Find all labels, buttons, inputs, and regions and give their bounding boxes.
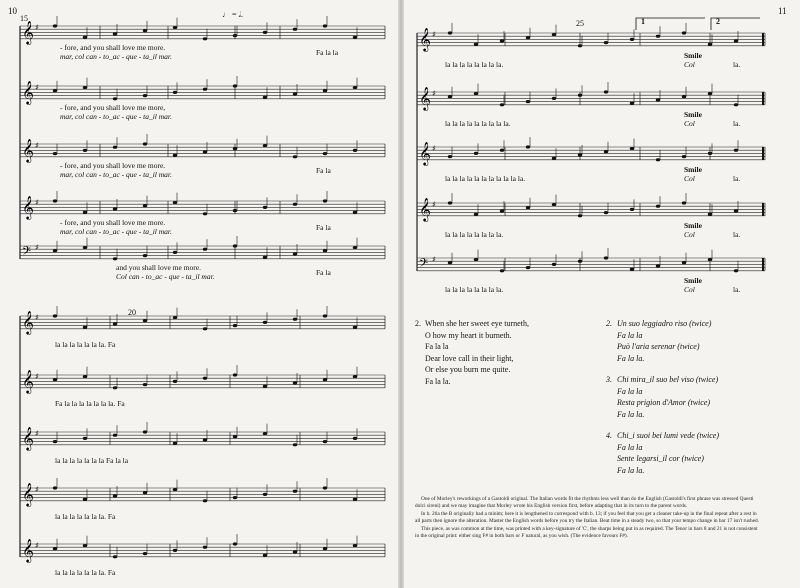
note-head <box>448 155 452 158</box>
key-signature-sharp: ♯ <box>35 23 39 32</box>
note-head <box>173 201 177 204</box>
note-head <box>323 378 327 381</box>
note-head <box>233 435 237 438</box>
note-head <box>203 327 207 330</box>
note-head <box>353 211 357 214</box>
note-head <box>552 97 556 100</box>
note-head <box>293 550 297 553</box>
note-head <box>233 496 237 499</box>
verse2-line: Fa la la. <box>425 376 451 386</box>
treble-clef: 𝄞 <box>22 369 34 393</box>
lyric-line: la la la la la la la la. <box>445 60 504 69</box>
note-head <box>604 211 608 214</box>
note-head <box>323 440 327 443</box>
note-head <box>173 91 177 94</box>
note-head <box>53 249 57 252</box>
note-head <box>173 442 177 445</box>
note-head <box>293 443 297 446</box>
note-head <box>293 490 297 493</box>
note-head <box>734 103 738 106</box>
note-head <box>143 94 147 97</box>
note-head <box>708 43 712 46</box>
lyric-smile: Smile <box>684 221 702 230</box>
lyric-col: Col <box>684 119 695 128</box>
note-head <box>708 152 712 155</box>
note-head <box>656 264 660 267</box>
lyric-col: Col <box>684 60 695 69</box>
lyric-line: la la la la la la la. Fa <box>55 340 116 349</box>
italian-verse-number: 2. <box>606 319 612 328</box>
lyric-line: la la la la la la la la. <box>445 230 504 239</box>
note-head <box>293 318 297 321</box>
note-head <box>233 373 237 376</box>
note-head <box>323 249 327 252</box>
note-head <box>630 208 634 211</box>
note-head <box>53 486 57 489</box>
note-head <box>500 39 504 42</box>
lyric-line: and you shall love me more. <box>116 263 201 272</box>
note-head <box>734 39 738 42</box>
verse2-number: 2. <box>415 319 421 328</box>
note-head <box>630 102 634 105</box>
note-head <box>734 269 738 272</box>
bar-number-25: 25 <box>576 19 584 28</box>
note-head <box>293 28 297 31</box>
lyric-smile: Smile <box>684 165 702 174</box>
italian-verse-line: Fa la la <box>617 442 643 452</box>
note-head <box>83 36 87 39</box>
note-head <box>203 150 207 153</box>
note-head <box>143 430 147 433</box>
note-head <box>53 314 57 317</box>
lyric-col: Col <box>684 230 695 239</box>
italian-verse-line: Resta prigion d'Amor (twice) <box>617 398 711 407</box>
treble-clef: 𝄞 <box>419 197 431 221</box>
note-head <box>143 552 147 555</box>
lyric-end: la. <box>733 174 741 183</box>
note-head <box>53 547 57 550</box>
note-head <box>448 201 452 204</box>
note-head <box>113 494 117 497</box>
note-head <box>353 86 357 89</box>
note-head <box>734 209 738 212</box>
note-head <box>113 32 117 35</box>
note-head <box>474 213 478 216</box>
note-head <box>656 35 660 38</box>
page-number-left: 10 <box>8 6 17 16</box>
treble-clef: 𝄞 <box>22 538 34 562</box>
treble-clef: 𝄞 <box>22 195 34 219</box>
note-head <box>323 24 327 27</box>
note-head <box>474 92 478 95</box>
note-head <box>526 100 530 103</box>
note-head <box>263 554 267 557</box>
note-head <box>656 98 660 101</box>
note-head <box>552 33 556 36</box>
note-head <box>353 326 357 329</box>
note-head <box>474 258 478 261</box>
lyric-end: la. <box>733 119 741 128</box>
second-ending-label: 2 <box>716 17 720 26</box>
note-head <box>143 383 147 386</box>
note-head <box>353 437 357 440</box>
treble-clef: 𝄞 <box>22 482 34 506</box>
italian-verse-line: Chi mira_il suo bel viso (twice) <box>617 375 719 384</box>
treble-clef: 𝄞 <box>22 80 34 104</box>
note-head <box>233 34 237 37</box>
bar-number-15: 15 <box>20 14 28 23</box>
lyric-line: - fore, and you shall love me more. <box>60 218 166 227</box>
page-number-right: 11 <box>778 6 787 16</box>
note-head <box>604 150 608 153</box>
note-head <box>53 199 57 202</box>
note-head <box>233 84 237 87</box>
lyric-line: la la la la la la la Fa la la <box>55 456 129 465</box>
lyric-falala: Fa la <box>316 223 331 232</box>
note-head <box>353 246 357 249</box>
lyric-col: Col <box>684 285 695 294</box>
note-head <box>526 206 530 209</box>
note-head <box>708 92 712 95</box>
note-head <box>263 31 267 34</box>
note-head <box>293 252 297 255</box>
note-head <box>263 256 267 259</box>
note-head <box>113 386 117 389</box>
note-head <box>263 144 267 147</box>
note-head <box>448 95 452 98</box>
note-head <box>203 88 207 91</box>
lyric-line: Fa la la la la la la la. Fa <box>55 399 125 408</box>
note-head <box>53 152 57 155</box>
key-signature-sharp: ♯ <box>432 89 436 98</box>
key-signature-sharp: ♯ <box>432 255 436 264</box>
italian-verse-line: Un suo leggiadro riso (twice) <box>617 319 712 328</box>
italian-verse-number: 4. <box>606 431 612 440</box>
note-head <box>323 486 327 489</box>
first-ending-label: 1 <box>641 17 645 26</box>
note-head <box>113 257 117 260</box>
italian-verse-line: Chi_i suoi bei lumi vede (twice) <box>617 431 719 440</box>
verse2-line: Or else you burn me quite. <box>425 365 511 374</box>
lyric-line: la la la la la la la la la la la. <box>445 174 526 183</box>
lyric-falala: Fa la <box>316 166 331 175</box>
note-head <box>113 207 117 210</box>
note-head <box>233 209 237 212</box>
note-head <box>682 31 686 34</box>
verse2-line: O how my heart it burneth. <box>425 330 512 340</box>
italian-verse-line: Sente legarsi_il cor (twice) <box>617 454 704 463</box>
italian-verse-number: 3. <box>606 375 612 384</box>
note-head <box>353 36 357 39</box>
key-signature-sharp: ♯ <box>432 200 436 209</box>
treble-clef: 𝄞 <box>22 310 34 334</box>
note-head <box>323 314 327 317</box>
key-signature-sharp: ♯ <box>35 372 39 381</box>
treble-clef: 𝄞 <box>419 27 431 51</box>
note-head <box>578 214 582 217</box>
note-head <box>734 149 738 152</box>
note-head <box>293 155 297 158</box>
note-head <box>323 89 327 92</box>
lyric-line: - fore, and you shall love me more, <box>60 103 166 112</box>
note-paragraph: This piece, as was common at the time, was printed with a key-signature of 'C', the sharps being put in as required. The Tenor in bars 8 and 21 is not consistent in the original print: either sing F# in both bars or F natural, as you wish. (The evidence favours F#). <box>415 525 758 539</box>
note-head <box>526 36 530 39</box>
lyric-line-italian: mar, col can - to_ac - que - ta_il mar. <box>60 170 172 179</box>
key-signature-sharp: ♯ <box>35 485 39 494</box>
note-head <box>323 152 327 155</box>
note-head <box>113 322 117 325</box>
italian-verse-line: Fa la la. <box>617 409 645 419</box>
note-head <box>263 321 267 324</box>
note-head <box>83 211 87 214</box>
key-signature-sharp: ♯ <box>35 541 39 550</box>
treble-clef: 𝄞 <box>22 138 34 162</box>
note-head <box>630 268 634 271</box>
lyric-line-italian: mar, col can - to_ac - que - ta_il mar. <box>60 227 172 236</box>
note-head <box>708 258 712 261</box>
note-head <box>578 44 582 47</box>
treble-clef: 𝄞 <box>22 20 34 44</box>
lyric-line: la la la la la la la la la. <box>445 119 511 128</box>
lyric-falala: Fa la <box>316 268 331 277</box>
note-head <box>53 440 57 443</box>
key-signature-sharp: ♯ <box>35 83 39 92</box>
note-head <box>448 261 452 264</box>
note-head <box>682 261 686 264</box>
note-head <box>53 378 57 381</box>
note-head <box>203 37 207 40</box>
key-signature-sharp: ♯ <box>35 198 39 207</box>
italian-verse-line: Fa la la. <box>617 465 645 475</box>
key-signature-sharp: ♯ <box>432 30 436 39</box>
note-paragraph: In b. 26a the B originally had a minim; here it is lengthened to correspond with b. 13; if you feel that you get a cleaner take-up in the final repeat after a rest in all parts then ignore the alteration. Master the English words before you try the Italian. Beat time in a steady two, so that your tempo change in bar 17 isn't rushed. <box>415 510 759 524</box>
note-head <box>293 92 297 95</box>
note-head <box>203 377 207 380</box>
note-head <box>474 43 478 46</box>
note-head <box>173 488 177 491</box>
note-head <box>83 246 87 249</box>
note-head <box>263 385 267 388</box>
lyric-end: la. <box>733 230 741 239</box>
lyric-line: - fore, and you shall love me more. <box>60 161 166 170</box>
note-head <box>604 90 608 93</box>
note-paragraph: One of Morley's reworkings of a Gastoldi original. The Italian words fit the rhythms less well than do the English (Gastoldi's first phrase was stressed Questi dolci sireni) and we may imagine that Morley wrote his English version first, before adapting that in its turn to the parent words. <box>415 496 754 509</box>
note-head <box>53 89 57 92</box>
note-head <box>552 263 556 266</box>
note-head <box>578 94 582 97</box>
note-head <box>263 206 267 209</box>
note-head <box>682 201 686 204</box>
lyric-line-italian: Col can - to_ac - que - ta_il mar. <box>116 272 215 281</box>
note-head <box>500 149 504 152</box>
verse2-line: When she her sweet eye turneth, <box>425 319 529 328</box>
key-signature-sharp: ♯ <box>35 313 39 322</box>
note-head <box>293 381 297 384</box>
note-head <box>500 209 504 212</box>
note-head <box>552 203 556 206</box>
note-head <box>500 103 504 106</box>
note-head <box>83 437 87 440</box>
treble-clef: 𝄞 <box>419 86 431 110</box>
italian-verse-line: Fa la la <box>617 386 643 396</box>
lyric-smile: Smile <box>684 276 702 285</box>
note-head <box>233 324 237 327</box>
note-head <box>203 212 207 215</box>
lyric-line: - fore, and you shall love me more. <box>60 43 166 52</box>
lyric-line-italian: mar, col can - to_ac - que - ta_il mar. <box>60 52 172 61</box>
bass-clef: 𝄢 <box>419 257 429 273</box>
note-head <box>656 158 660 161</box>
note-head <box>143 29 147 32</box>
bass-clef: 𝄢 <box>22 245 32 261</box>
lyric-line: la la la la la la la la. <box>445 285 504 294</box>
note-head <box>233 244 237 247</box>
note-head <box>143 142 147 145</box>
note-head <box>474 152 478 155</box>
note-head <box>173 549 177 552</box>
note-head <box>143 204 147 207</box>
note-head <box>604 41 608 44</box>
note-head <box>323 199 327 202</box>
key-signature-sharp: ♯ <box>35 429 39 438</box>
note-head <box>83 86 87 89</box>
note-head <box>630 38 634 41</box>
note-head <box>113 434 117 437</box>
note-head <box>113 97 117 100</box>
note-head <box>263 493 267 496</box>
note-head <box>173 26 177 29</box>
editorial-notes <box>415 496 760 540</box>
note-head <box>323 547 327 550</box>
note-head <box>604 256 608 259</box>
lyric-col: Col <box>684 174 695 183</box>
lyric-line: la la la la la la la. Fa <box>55 512 116 521</box>
first-ending-bracket <box>636 18 705 30</box>
note-head <box>293 203 297 206</box>
note-head <box>353 375 357 378</box>
treble-clef: 𝄞 <box>22 426 34 450</box>
note-head <box>143 254 147 257</box>
italian-verse-line: Fa la la. <box>617 353 645 363</box>
note-head <box>578 153 582 156</box>
note-head <box>173 316 177 319</box>
note-head <box>203 499 207 502</box>
note-head <box>203 546 207 549</box>
lyric-falala: Fa la la <box>316 48 339 57</box>
note-head <box>353 544 357 547</box>
note-head <box>203 438 207 441</box>
verse2-line: Dear love call in their light, <box>425 353 514 363</box>
italian-verse-line: Fa la la <box>617 330 643 340</box>
key-signature-sharp: ♯ <box>35 243 39 252</box>
note-head <box>83 498 87 501</box>
note-head <box>578 260 582 263</box>
key-signature-sharp: ♯ <box>432 144 436 153</box>
note-head <box>83 149 87 152</box>
note-head <box>83 375 87 378</box>
note-head <box>263 432 267 435</box>
note-head <box>500 269 504 272</box>
lyric-end: la. <box>733 285 741 294</box>
note-head <box>448 31 452 34</box>
note-head <box>143 491 147 494</box>
note-head <box>173 154 177 157</box>
bar-number-20: 20 <box>128 308 136 317</box>
note-head <box>526 266 530 269</box>
lyric-end: la. <box>733 60 741 69</box>
note-head <box>682 155 686 158</box>
note-head <box>263 96 267 99</box>
lyric-smile: Smile <box>684 110 702 119</box>
note-head <box>682 95 686 98</box>
italian-verse-line: Può l'aria serenar (twice) <box>617 342 700 351</box>
note-head <box>113 146 117 149</box>
tempo-equivalence: ♩ = 𝅗𝅥. <box>222 10 244 19</box>
note-head <box>630 147 634 150</box>
note-head <box>203 248 207 251</box>
note-head <box>143 319 147 322</box>
note-head <box>113 555 117 558</box>
note-head <box>173 380 177 383</box>
note-head <box>526 145 530 148</box>
lyric-line-italian: mar, col can - to_ac - que - ta_il mar. <box>60 112 172 121</box>
note-head <box>53 24 57 27</box>
note-head <box>83 544 87 547</box>
note-head <box>353 149 357 152</box>
note-head <box>233 147 237 150</box>
note-head <box>656 205 660 208</box>
treble-clef: 𝄞 <box>419 141 431 165</box>
verse2-line: Fa la la <box>425 342 449 351</box>
note-head <box>233 542 237 545</box>
note-head <box>173 251 177 254</box>
note-head <box>83 326 87 329</box>
lyric-smile: Smile <box>684 51 702 60</box>
note-head <box>708 213 712 216</box>
lyric-line: la la la la la la la. Fa <box>55 568 116 577</box>
key-signature-sharp: ♯ <box>35 141 39 150</box>
note-head <box>552 157 556 160</box>
note-head <box>353 498 357 501</box>
